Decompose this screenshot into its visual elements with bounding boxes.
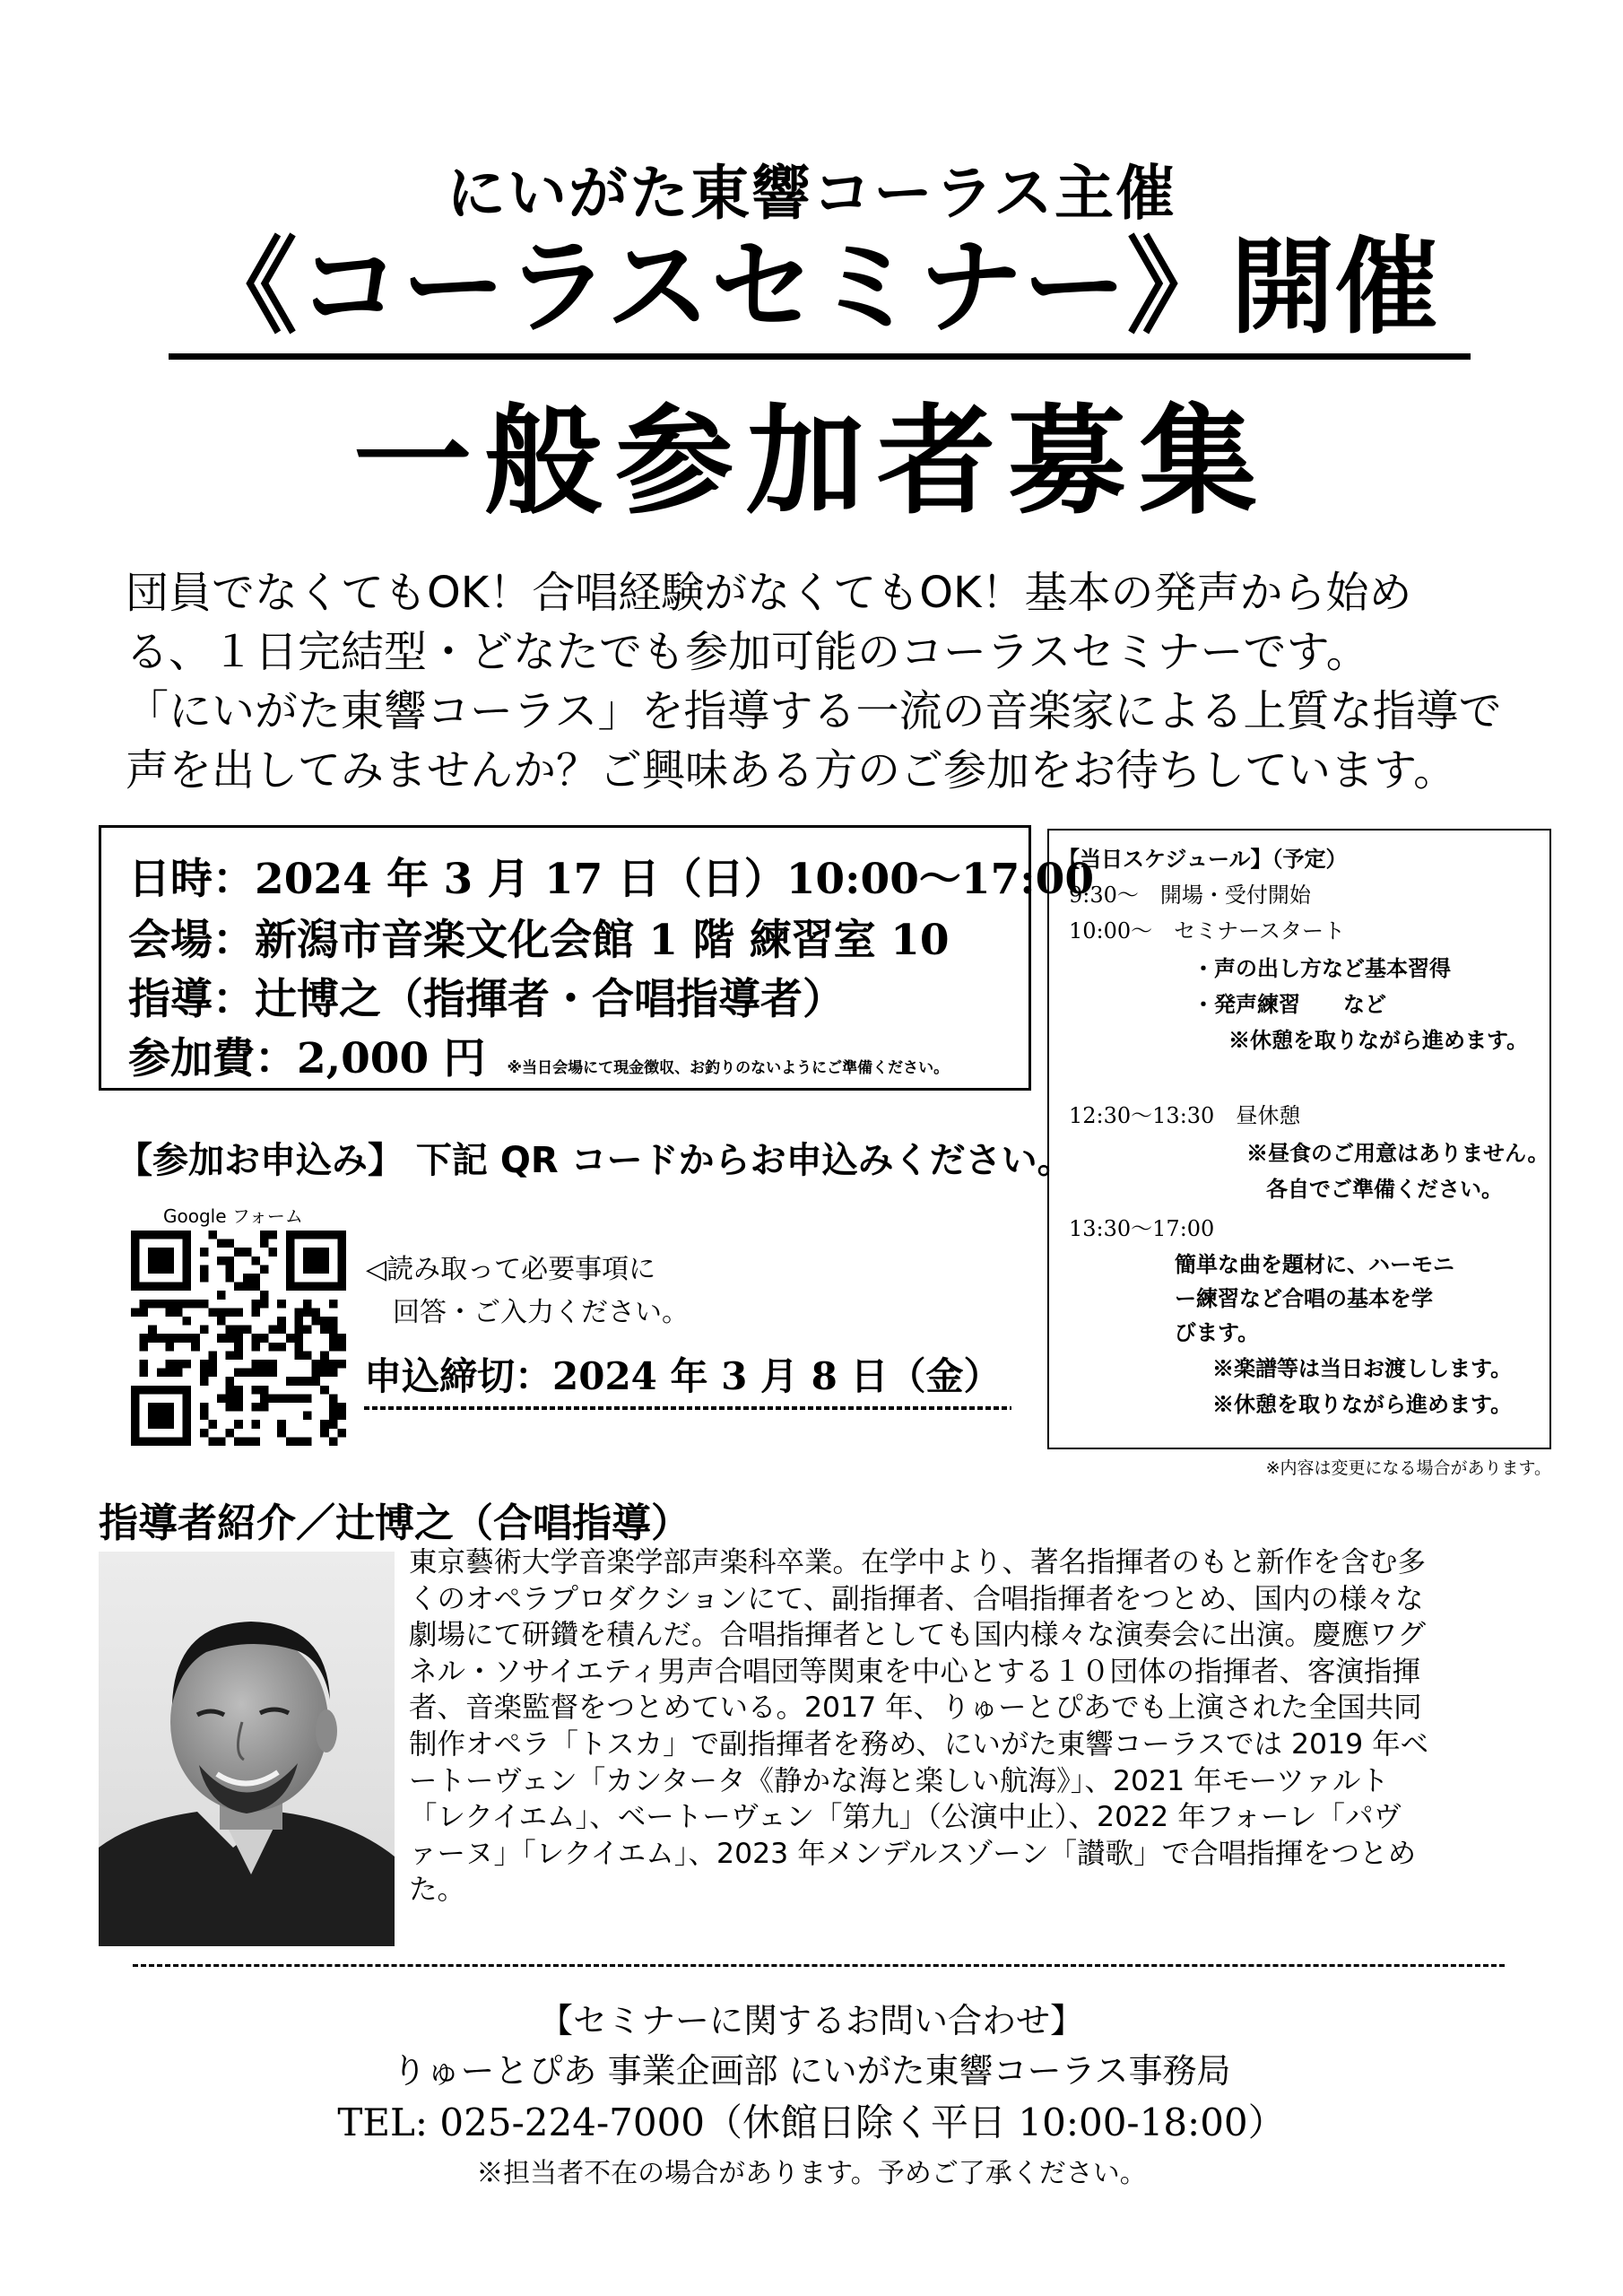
schedule-item: ー練習など合唱の基本を学 xyxy=(1175,1285,1433,1311)
schedule-item: ・声の出し方など基本習得 xyxy=(1193,955,1451,981)
event-venue: 会場：新潟市音楽文化会館 1 階 練習室 10 xyxy=(128,916,950,965)
bio-line: ネル・ソサイエティ男声合唱団等関東を中心とする１０団体の指揮者、客演指揮 xyxy=(409,1655,1421,1688)
headline: 一般参加者募集 xyxy=(353,393,1270,531)
schedule-item: びます。 xyxy=(1175,1319,1260,1345)
contact-organization: りゅーとぴあ 事業企画部 にいがた東響コーラス事務局 xyxy=(392,2051,1231,2091)
contact-heading: 【セミナーに関するお問い合わせ】 xyxy=(538,2001,1084,2040)
schedule-note: 各自でご準備ください。 xyxy=(1266,1176,1503,1202)
qr-instruction-line: ◁読み取って必要事項に xyxy=(366,1254,656,1285)
bio-line: 「レクイエム」、ベートーヴェン「第九」（公演中止）、2022 年フォーレ「パヴ xyxy=(409,1801,1402,1834)
event-fee-note: ※当日会場にて現金徴収、お釣りのないようにご準備ください。 xyxy=(507,1059,950,1077)
instructor-heading: 指導者紹介／辻博之（合唱指導） xyxy=(99,1500,690,1546)
schedule-item: 10:00～ セミナースタート xyxy=(1069,918,1345,944)
schedule-note: ※休憩を取りながら進めます。 xyxy=(1212,1391,1513,1417)
schedule-item: ・発声練習 など xyxy=(1193,991,1386,1017)
schedule-item: 13:30～17:00 xyxy=(1069,1216,1215,1241)
google-form-label: Google フォーム xyxy=(163,1205,303,1227)
bio-line: 者、音楽監督をつとめている。2017 年、りゅーとぴあでも上演された全国共同 xyxy=(409,1692,1422,1725)
qr-instructions xyxy=(366,1248,689,1335)
instructor-photo xyxy=(99,1552,395,1946)
intro-line: 団員でなくてもOK！合唱経験がなくてもOK！基本の発声から始め xyxy=(126,568,1412,618)
qr-code-icon[interactable] xyxy=(131,1231,346,1446)
apply-heading: 【参加お申込み】 下記 QR コードからお申込みください。 xyxy=(117,1140,1073,1181)
application-deadline: 申込締切：2024 年 3 月 8 日（金） xyxy=(364,1354,1002,1398)
schedule-item: 9:30～ 開場・受付開始 xyxy=(1069,883,1311,908)
intro-line: 声を出してみませんか？ご興味ある方のご参加をお待ちしています。 xyxy=(126,745,1457,796)
page-title: 《コーラスセミナー》開催 xyxy=(193,227,1439,348)
schedule-note: ※昼食のご用意はありません。 xyxy=(1246,1140,1549,1166)
schedule-note: ※休憩を取りながら進めます。 xyxy=(1228,1027,1529,1053)
schedule-item: 簡単な曲を題材に、ハーモニ xyxy=(1175,1251,1454,1277)
event-fee: 参加費：2,000 円 xyxy=(128,1034,486,1083)
bio-line: 東京藝術大学音楽学部声楽科卒業。在学中より、著名指揮者のもと新作を含む多 xyxy=(409,1546,1427,1578)
bio-line: 制作オペラ「トスカ」で副指揮者を務め、にいがた東響コーラスでは 2019 年ベ xyxy=(409,1728,1429,1761)
bio-line: た。 xyxy=(409,1874,466,1907)
schedule-box xyxy=(1047,829,1551,1449)
intro-line: 「にいがた東響コーラス」を指導する一流の音楽家による上質な指導で xyxy=(126,686,1502,736)
event-details-box xyxy=(99,825,1095,1091)
bio-line: ートーヴェン「カンタータ《静かな海と楽しい航海》」、2021 年モーツァルト xyxy=(409,1764,1389,1797)
bio-line: 劇場にて研鑽を積んだ。合唱指揮者としても国内様々な演奏会に出演。慶應ワグ xyxy=(409,1619,1427,1652)
schedule-note: ※楽譜等は当日お渡しします。 xyxy=(1212,1355,1513,1381)
event-instructor: 指導：辻博之（指揮者・合唱指導者） xyxy=(128,975,845,1024)
contact-phone: TEL: 025-224-7000（休館日除く平日 10:00-18:00） xyxy=(337,2100,1286,2144)
bio-line: くのオペラプロダクションにて、副指揮者、合唱指揮者をつとめ、国内の様々な xyxy=(409,1582,1424,1615)
deadline-underline xyxy=(364,1406,1011,1410)
event-date: 日時：2024 年 3 月 17 日（日）10:00～17:00 xyxy=(128,855,1095,904)
schedule-item: 12:30～13:30 昼休憩 xyxy=(1069,1103,1301,1128)
header-subtitle: にいがた東響コーラス主催 xyxy=(446,159,1177,228)
section-divider xyxy=(133,1964,1505,1967)
schedule-heading: 【当日スケジュール】（予定） xyxy=(1058,846,1348,872)
title-underline xyxy=(169,353,1471,360)
bio-line: ァーヌ」「レクイエム」、2023 年メンデルスゾーン「讃歌」で合唱指揮をつとめ xyxy=(409,1837,1417,1870)
qr-instruction-line: 回答・ご入力ください。 xyxy=(393,1297,689,1328)
event-fee-row xyxy=(128,1025,949,1085)
contact-note: ※担当者不在の場合があります。予めご了承ください。 xyxy=(476,2158,1147,2189)
intro-line: る、１日完結型・どなたでも参加可能のコーラスセミナーです。 xyxy=(126,627,1369,677)
schedule-disclaimer: ※内容は変更になる場合があります。 xyxy=(1265,1458,1551,1478)
